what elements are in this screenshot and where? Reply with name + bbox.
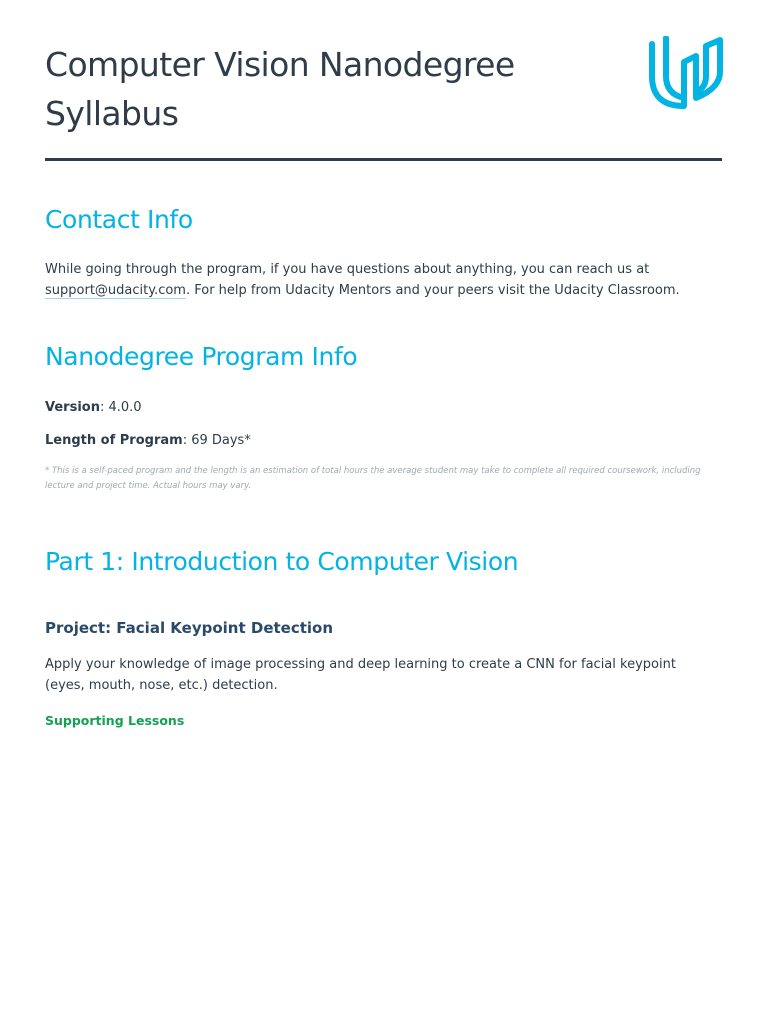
header-divider xyxy=(45,158,722,161)
contact-heading: Contact Info xyxy=(45,205,193,234)
contact-text-before: While going through the program, if you have questions about anything, you can reach us at xyxy=(45,262,650,277)
support-email-link[interactable]: support@udacity.com xyxy=(45,283,186,298)
length-row xyxy=(45,432,251,450)
project-description-text: Apply your knowledge of image processing and deep learning to create a CNN for facial keypoint (eyes, mouth, nose, etc.) detection. xyxy=(45,657,676,693)
length-footnote: * This is a self-paced program and the length is an estimation of total hours the average student may take to complete all required coursework, including lecture and project time. Actual hours may vary. xyxy=(45,466,701,491)
version-label: Version xyxy=(45,400,100,415)
part1-heading: Part 1: Introduction to Computer Vision xyxy=(45,547,519,576)
contact-paragraph xyxy=(45,259,685,301)
page-title: Computer Vision Nanodegree Syllabus xyxy=(45,45,515,133)
project-description xyxy=(45,654,705,696)
version-value: : 4.0.0 xyxy=(99,400,142,415)
program-info-heading: Nanodegree Program Info xyxy=(45,342,358,371)
contact-text-after: . For help from Udacity Mentors and your peers visit the Udacity Classroom. xyxy=(185,283,680,298)
supporting-lessons-heading: Supporting Lessons xyxy=(45,713,185,728)
length-label: Length of Program xyxy=(45,433,183,448)
version-row xyxy=(45,399,142,417)
project-title: Project: Facial Keypoint Detection xyxy=(45,619,334,637)
length-value: : 69 Days* xyxy=(182,433,251,448)
udacity-logo-icon xyxy=(648,36,724,112)
